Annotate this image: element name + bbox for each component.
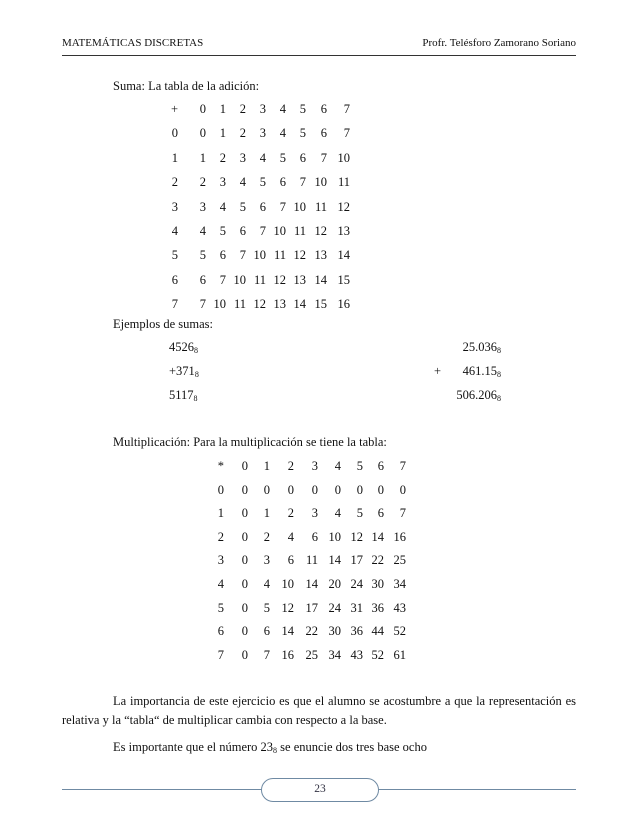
addition-cell-r4-c0: 3: [171, 199, 178, 214]
addition-cell-r8-c7: 15: [314, 297, 327, 312]
addition-cell-r4-c2: 4: [219, 199, 226, 214]
multiplication-cell-r3-c8: 16: [393, 529, 406, 544]
multiplication-cell-r1-c5: 0: [334, 482, 341, 497]
multiplication-cell-r6-c2: 5: [263, 600, 270, 615]
multiplication-cell-r1-c8: 0: [399, 482, 406, 497]
multiplication-cell-r6-c8: 43: [393, 600, 406, 615]
addition-cell-r0-c0: +: [170, 102, 178, 116]
addition-cell-r4-c5: 7: [279, 199, 286, 214]
addition-cell-r8-c6: 14: [293, 297, 306, 312]
multiplication-cell-r4-c5: 14: [328, 553, 341, 568]
multiplication-cell-r3-c1: 0: [241, 529, 248, 544]
multiplication-cell-r8-c3: 16: [281, 647, 294, 662]
addition-cell-r0-c8: 7: [343, 102, 350, 116]
addition-cell-r7-c2: 7: [219, 272, 226, 287]
addition-cell-r7-c7: 14: [314, 272, 327, 287]
addition-cell-r3-c0: 2: [171, 175, 178, 190]
multiplication-cell-r0-c4: 3: [311, 459, 318, 473]
addition-cell-r7-c8: 15: [337, 272, 350, 287]
multiplication-cell-r8-c1: 0: [241, 647, 248, 662]
addition-cell-r5-c5: 10: [273, 224, 286, 238]
multiplication-cell-r6-c3: 12: [281, 600, 294, 615]
addition-cell-r1-c6: 5: [299, 126, 306, 141]
multiplication-cell-r7-c6: 36: [350, 624, 363, 639]
multiplication-cell-r7-c7: 44: [371, 624, 384, 639]
addition-cell-r1-c1: 0: [199, 126, 206, 141]
multiplication-cell-r6-c6: 31: [350, 600, 363, 615]
multiplication-cell-r0-c0: *: [217, 459, 224, 473]
addition-cell-r1-c4: 3: [259, 126, 266, 141]
addition-cell-r4-c4: 6: [259, 199, 266, 214]
multiplication-cell-r4-c2: 3: [263, 553, 270, 568]
addition-cell-r4-c7: 11: [314, 199, 327, 214]
addition-cell-r6-c7: 13: [314, 248, 327, 263]
addition-cell-r5-c6: 11: [293, 224, 306, 238]
multiplication-cell-r7-c8: 52: [393, 624, 406, 639]
addition-cell-r2-c8: 10: [337, 150, 350, 165]
addition-cell-r3-c8: 11: [337, 175, 350, 190]
addition-cell-r2-c5: 5: [279, 150, 286, 165]
page-number: 23: [314, 783, 326, 795]
multiplication-cell-r5-c4: 14: [305, 577, 318, 591]
multiplication-cell-r2-c5: 4: [334, 506, 341, 521]
multiplication-cell-r8-c7: 52: [371, 647, 384, 662]
multiplication-cell-r7-c1: 0: [241, 624, 248, 639]
multiplication-cell-r0-c8: 7: [399, 459, 406, 473]
multiplication-cell-r5-c2: 4: [263, 577, 270, 591]
multiplication-cell-r8-c4: 25: [305, 647, 318, 662]
multiplication-cell-r2-c3: 2: [287, 506, 294, 521]
addition-cell-r3-c6: 7: [299, 175, 306, 190]
multiplication-cell-r1-c4: 0: [311, 482, 318, 497]
multiplication-cell-r0-c3: 2: [287, 459, 294, 473]
multiplication-cell-r2-c6: 5: [356, 506, 363, 521]
addition-cell-r8-c0: 7: [171, 297, 178, 312]
addition-cell-r2-c1: 1: [199, 150, 206, 165]
example-left-2: $5117_8$: [169, 388, 198, 403]
examples-plus-sign: +: [434, 364, 442, 378]
multiplication-cell-r2-c0: 1: [217, 506, 224, 521]
example-left-1: $+371_8$: [169, 364, 199, 379]
multiplication-cell-r6-c7: 36: [371, 600, 384, 615]
addition-cell-r1-c3: 2: [239, 126, 246, 141]
multiplication-cell-r5-c8: 34: [393, 577, 406, 591]
addition-cell-r0-c3: 2: [239, 102, 246, 116]
multiplication-cell-r8-c8: 61: [393, 647, 406, 662]
addition-cell-r2-c7: 7: [320, 150, 327, 165]
multiplication-cell-r4-c0: 3: [217, 553, 224, 568]
example-right-0: $25.036_8$: [462, 340, 501, 355]
multiplication-cell-r3-c0: 2: [217, 529, 224, 544]
examples-title: Ejemplos de sumas:: [113, 317, 213, 331]
example-right-1: $461.15_8$: [462, 364, 501, 379]
addition-cell-r3-c7: 10: [314, 175, 327, 190]
multiplication-cell-r2-c8: 7: [399, 506, 406, 521]
multiplication-cell-r3-c7: 14: [371, 529, 384, 544]
multiplication-intro: Multiplicación: Para la multiplicación se tiene la tabla:: [113, 435, 387, 449]
addition-cell-r6-c5: 11: [273, 248, 286, 263]
addition-cell-r7-c4: 11: [253, 272, 266, 287]
addition-cell-r8-c8: 16: [337, 297, 350, 312]
addition-cell-r5-c0: 4: [171, 224, 178, 238]
addition-cell-r8-c5: 13: [273, 297, 286, 312]
addition-cell-r7-c6: 13: [293, 272, 306, 287]
addition-cell-r6-c2: 6: [219, 248, 226, 263]
multiplication-cell-r0-c5: 4: [334, 459, 341, 473]
multiplication-cell-r4-c4: 11: [305, 553, 318, 568]
addition-cell-r5-c7: 12: [314, 224, 327, 238]
addition-cell-r0-c2: 1: [219, 102, 226, 116]
multiplication-cell-r2-c1: 0: [241, 506, 248, 521]
addition-cell-r4-c1: 3: [199, 199, 206, 214]
addition-cell-r7-c0: 6: [171, 272, 178, 287]
addition-cell-r1-c2: 1: [219, 126, 226, 141]
header-author: Profr. Telésforo Zamorano Soriano: [422, 37, 576, 49]
multiplication-cell-r4-c8: 25: [393, 553, 406, 568]
addition-cell-r7-c1: 6: [199, 272, 206, 287]
addition-cell-r3-c5: 6: [279, 175, 286, 190]
multiplication-cell-r5-c3: 10: [281, 577, 294, 591]
multiplication-cell-r7-c0: 6: [217, 624, 224, 639]
addition-cell-r2-c3: 3: [239, 150, 246, 165]
multiplication-cell-r8-c2: 7: [263, 647, 270, 662]
addition-cell-r3-c1: 2: [199, 175, 206, 190]
paragraph-number-statement: Es importante que el número $23_8$ se enuncie dos tres base ocho: [113, 740, 427, 755]
addition-cell-r6-c8: 14: [337, 248, 350, 263]
multiplication-cell-r2-c7: 6: [377, 506, 384, 521]
addition-cell-r2-c0: 1: [171, 150, 178, 165]
addition-cell-r6-c4: 10: [253, 248, 266, 263]
multiplication-cell-r2-c4: 3: [311, 506, 318, 521]
addition-cell-r6-c6: 12: [293, 248, 306, 263]
multiplication-cell-r1-c6: 0: [356, 482, 363, 497]
addition-cell-r7-c3: 10: [233, 272, 246, 287]
addition-cell-r0-c1: 0: [199, 102, 206, 116]
addition-cell-r3-c2: 3: [219, 175, 226, 190]
addition-cell-r2-c4: 4: [259, 150, 266, 165]
multiplication-cell-r5-c7: 30: [371, 577, 384, 591]
addition-cell-r1-c5: 4: [279, 126, 286, 141]
multiplication-cell-r1-c3: 0: [287, 482, 294, 497]
addition-cell-r8-c3: 11: [233, 297, 246, 312]
example-left-0: $4526_8$: [169, 340, 198, 355]
addition-cell-r5-c4: 7: [259, 224, 266, 238]
addition-cell-r1-c8: 7: [343, 126, 350, 141]
multiplication-cell-r3-c6: 12: [350, 529, 363, 544]
multiplication-cell-r0-c2: 1: [263, 459, 270, 473]
multiplication-cell-r7-c2: 6: [263, 624, 270, 639]
multiplication-cell-r0-c6: 5: [356, 459, 363, 473]
addition-cell-r1-c0: 0: [171, 126, 178, 141]
multiplication-cell-r6-c1: 0: [241, 600, 248, 615]
multiplication-cell-r5-c0: 4: [217, 577, 224, 591]
multiplication-cell-r0-c7: 6: [377, 459, 384, 473]
paragraph-importance: La importancia de este ejercicio es que el alumno se acostumbre a que la representación es relativa y la “tabla“ de multiplicar cambia con respecto a la base.: [62, 694, 576, 727]
addition-cell-r5-c2: 5: [219, 224, 226, 238]
multiplication-cell-r7-c3: 14: [281, 624, 294, 639]
multiplication-cell-r7-c4: 22: [305, 624, 318, 639]
multiplication-cell-r1-c0: 0: [217, 482, 224, 497]
addition-cell-r5-c8: 13: [337, 224, 350, 238]
multiplication-cell-r6-c0: 5: [217, 600, 224, 615]
multiplication-cell-r4-c3: 6: [287, 553, 294, 568]
multiplication-cell-r5-c1: 0: [241, 577, 248, 591]
multiplication-cell-r4-c1: 0: [241, 553, 248, 568]
multiplication-cell-r4-c7: 22: [371, 553, 384, 568]
addition-intro: Suma: La tabla de la adición:: [113, 79, 260, 93]
multiplication-cell-r3-c3: 4: [287, 529, 294, 544]
multiplication-cell-r1-c7: 0: [377, 482, 384, 497]
multiplication-cell-r8-c0: 7: [217, 647, 224, 662]
example-right-2: $506.206_8$: [456, 388, 501, 403]
addition-cell-r7-c5: 12: [273, 272, 286, 287]
addition-cell-r2-c2: 2: [219, 150, 226, 165]
addition-cell-r4-c3: 5: [239, 199, 246, 214]
multiplication-cell-r8-c5: 34: [328, 647, 341, 662]
header-rule: [62, 55, 576, 56]
multiplication-cell-r0-c1: 0: [241, 459, 248, 473]
addition-cell-r5-c3: 6: [239, 224, 246, 238]
addition-cell-r8-c2: 10: [213, 297, 226, 312]
header-title: MATEMÁTICAS DISCRETAS: [62, 37, 204, 49]
multiplication-cell-r6-c5: 24: [328, 600, 341, 615]
multiplication-cell-r8-c6: 43: [350, 647, 363, 662]
addition-cell-r8-c4: 12: [253, 297, 266, 312]
multiplication-cell-r3-c2: 2: [263, 529, 270, 544]
addition-cell-r0-c5: 4: [279, 102, 286, 116]
multiplication-cell-r6-c4: 17: [305, 600, 318, 615]
addition-cell-r0-c4: 3: [259, 102, 266, 116]
multiplication-cell-r5-c5: 20: [328, 577, 341, 591]
addition-cell-r1-c7: 6: [320, 126, 327, 141]
multiplication-cell-r3-c5: 10: [328, 529, 341, 544]
addition-cell-r4-c6: 10: [293, 199, 306, 214]
addition-cell-r4-c8: 12: [337, 199, 350, 214]
addition-cell-r0-c6: 5: [299, 102, 306, 116]
multiplication-cell-r2-c2: 1: [263, 506, 270, 521]
addition-cell-r6-c0: 5: [171, 248, 178, 263]
addition-cell-r6-c3: 7: [239, 248, 246, 263]
multiplication-cell-r1-c1: 0: [241, 482, 248, 497]
addition-cell-r8-c1: 7: [199, 297, 206, 312]
addition-cell-r6-c1: 5: [199, 248, 206, 263]
multiplication-cell-r4-c6: 17: [350, 553, 363, 568]
multiplication-cell-r1-c2: 0: [263, 482, 270, 497]
addition-cell-r3-c4: 5: [259, 175, 266, 190]
addition-cell-r5-c1: 4: [199, 224, 206, 238]
multiplication-cell-r7-c5: 30: [328, 624, 341, 639]
addition-cell-r2-c6: 6: [299, 150, 306, 165]
multiplication-cell-r3-c4: 6: [311, 529, 318, 544]
addition-cell-r3-c3: 4: [239, 175, 246, 190]
multiplication-cell-r5-c6: 24: [350, 577, 363, 591]
addition-cell-r0-c7: 6: [320, 102, 327, 116]
